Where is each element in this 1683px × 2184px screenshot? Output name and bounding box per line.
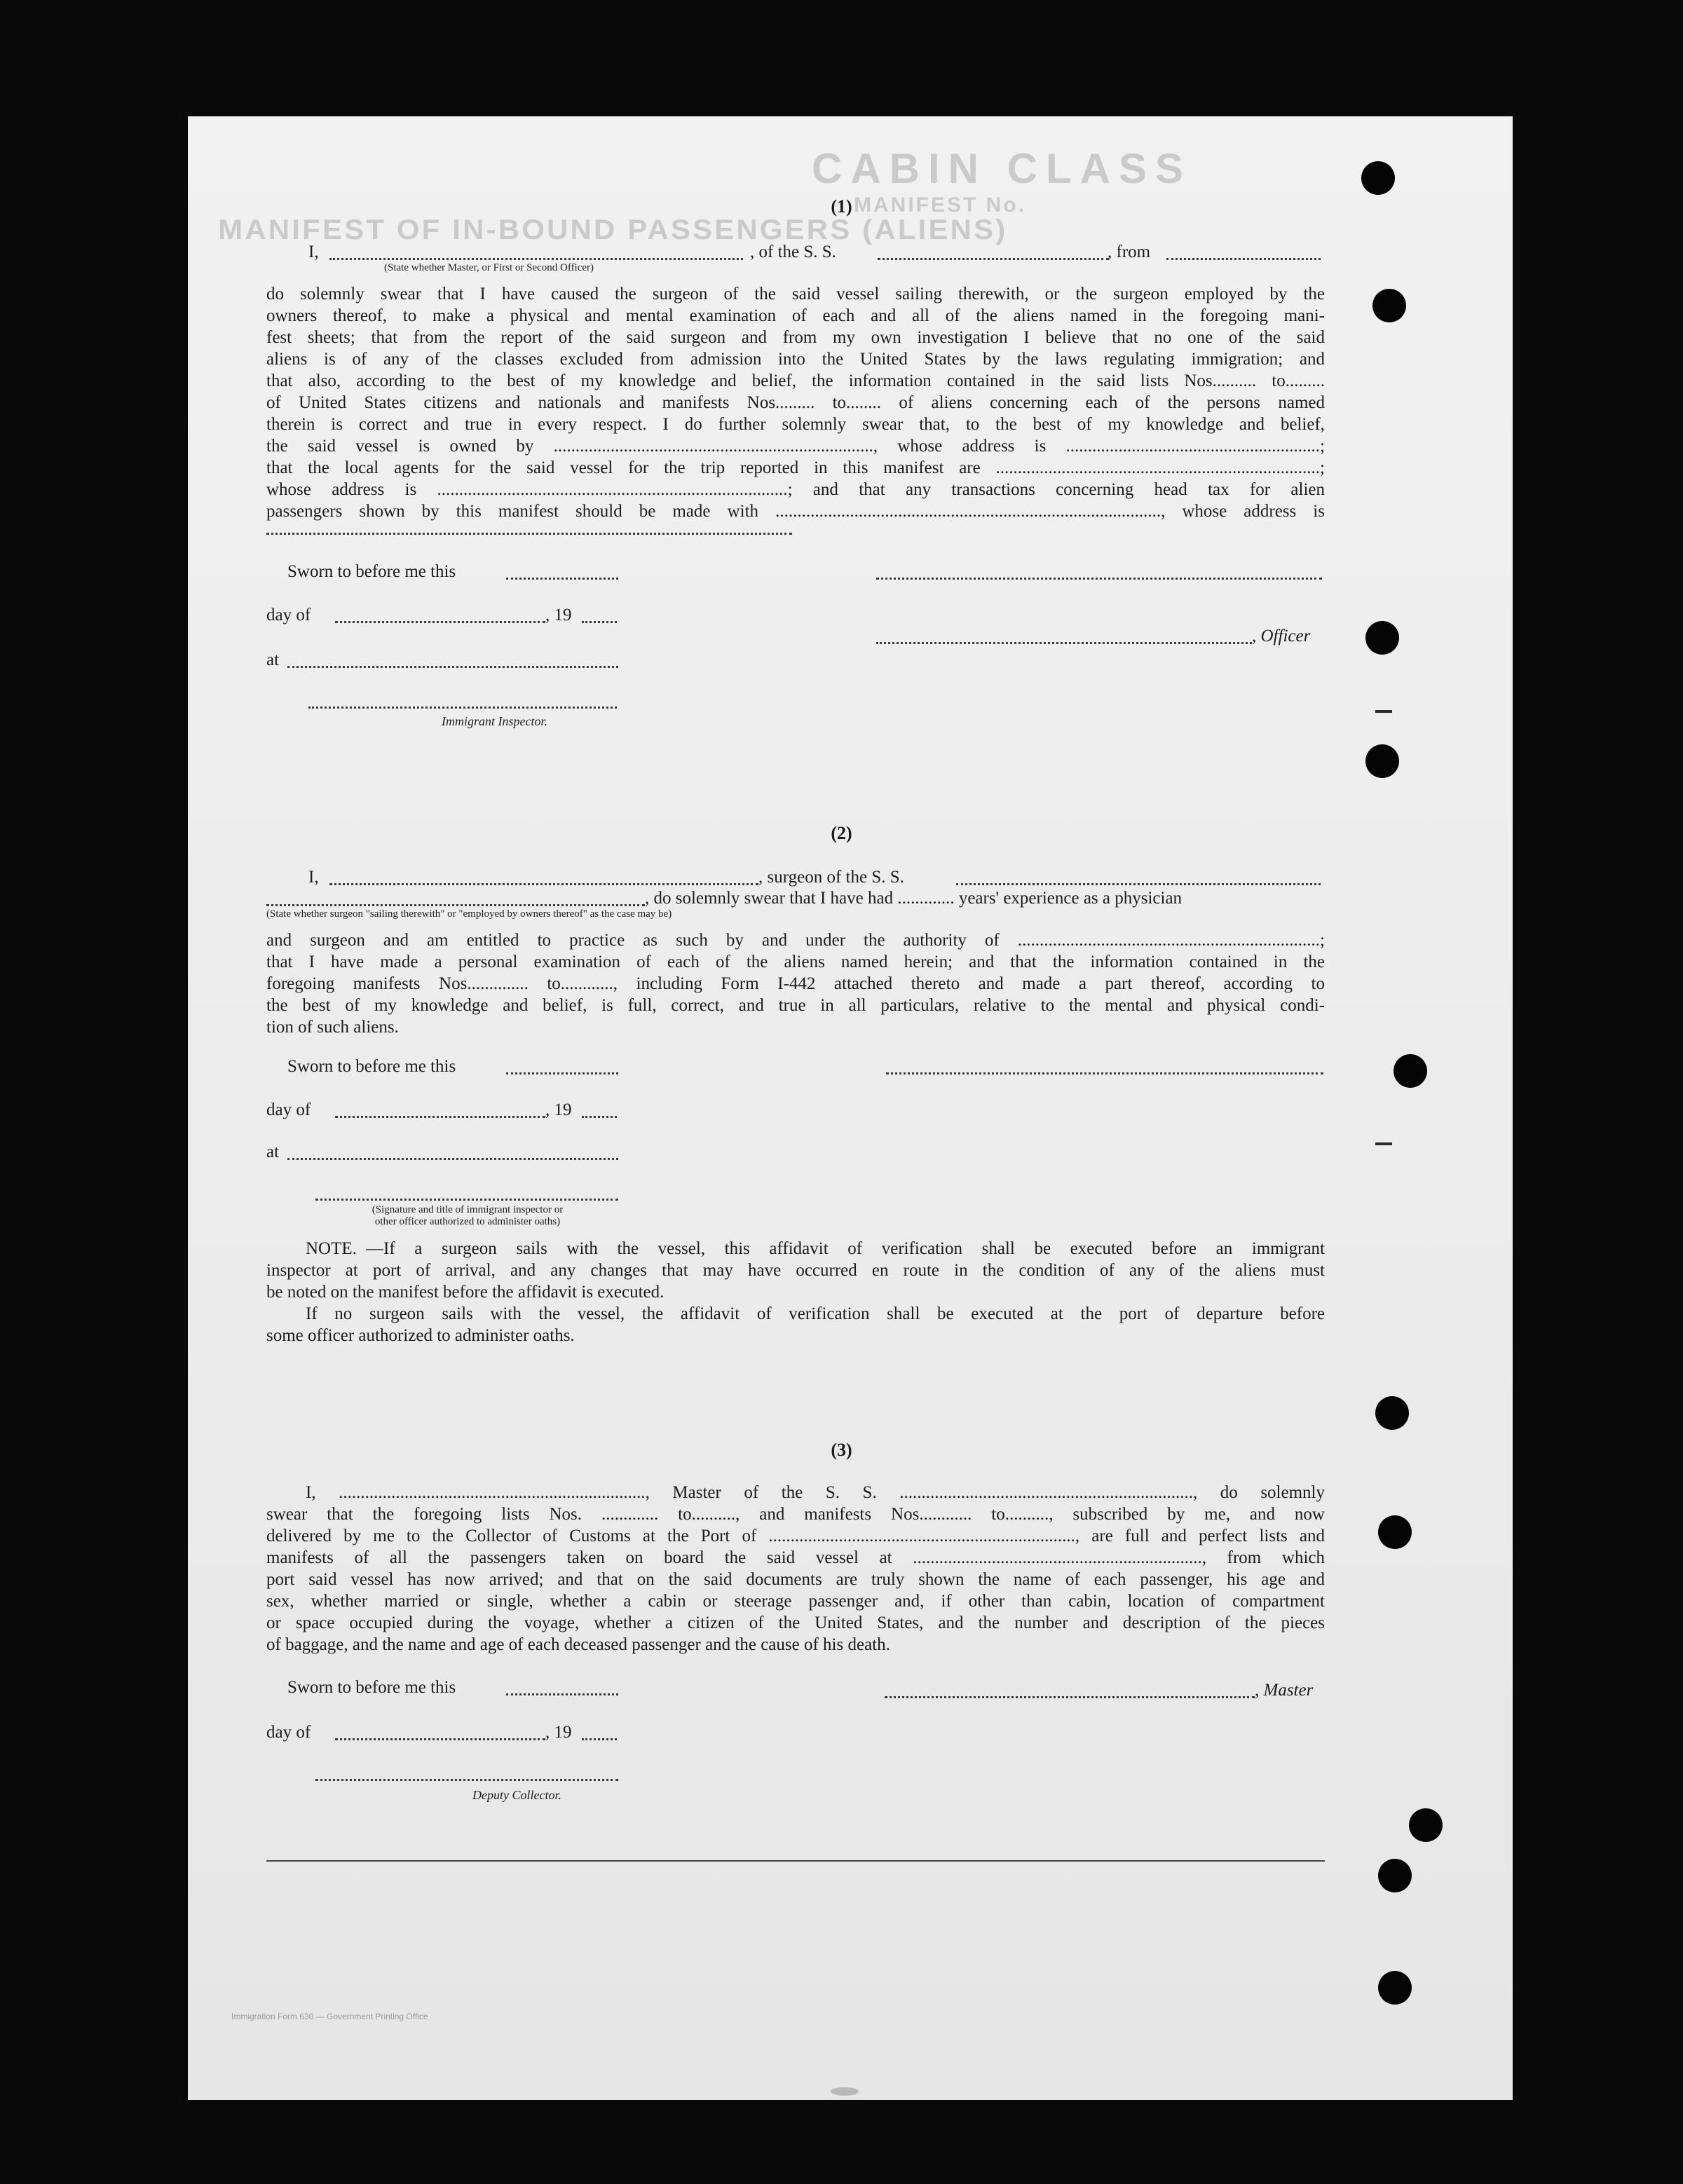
s1-from: , from [1108,243,1151,261]
s1-year: , 19 [545,606,572,625]
s2-note2-line-last: some officer authorized to administer oaths. [266,1326,575,1345]
punch-hole [1365,744,1399,778]
s2-signature-note-2: other officer authorized to administer oaths) [374,1216,561,1227]
punch-hole [1394,1054,1427,1088]
s3-year: , 19 [545,1723,572,1742]
s3-first-line: I, ......................................................................, Master of the S. S. ..................................................................., do solemnly [306,1483,1325,1502]
s2-at-blank[interactable] [287,1158,618,1160]
bleed-through-title: CABIN CLASS [812,145,1192,192]
punch-hole [1361,161,1395,195]
s1-vessel-blank[interactable] [878,258,1109,260]
s2-year-blank[interactable] [582,1116,617,1118]
s2-para-line: foregoing manifests Nos.............. to............, including Form I-442 attached thereto and made a part thereof, according to [266,974,1325,993]
s1-sworn-blank[interactable] [506,578,618,580]
punch-hole [1409,1808,1443,1842]
punch-hole [1375,1396,1409,1430]
s1-inspector-blank[interactable] [308,707,617,709]
s2-note-label: NOTE. [306,1239,357,1258]
s1-officer-sign-blank[interactable] [876,642,1252,644]
s2-signature-blank[interactable] [886,1072,1323,1074]
s3-para-line: manifests of all the passengers taken on board the said vessel at .................................................................., from which [266,1548,1325,1567]
s2-note2-line: If no surgeon sails with the vessel, the affidavit of verification shall be executed at the port of departure before [306,1304,1325,1323]
punch-hole [1378,1859,1412,1892]
s2-at: at [266,1142,280,1161]
s2-para-line: and surgeon and am entitled to practice as such by and under the authority of .....................................................................; [266,931,1325,950]
s1-officer-note: (State whether Master, or First or Second Officer) [384,262,594,273]
s1-inspector-label: Immigrant Inspector. [442,714,547,728]
s3-year-blank[interactable] [582,1738,617,1740]
s3-para-line: swear that the foregoing lists Nos. ............. to.........., and manifests Nos............ to.........., subscribed by me, and now [266,1505,1325,1524]
section-1-number: (1) [831,196,852,217]
s2-i: I, [308,868,319,887]
s1-para-line: of United States citizens and nationals and manifests Nos......... to........ of aliens concerning each of the persons named [266,393,1325,412]
s3-collector-label: Deputy Collector. [472,1788,561,1802]
s3-sworn-blank[interactable] [506,1693,618,1695]
s1-para-line: passengers shown by this manifest should be made with ........................................................................................, whose address is [266,502,1325,521]
s1-i: I, [308,243,319,261]
s2-surgeon-name-blank[interactable] [329,883,758,885]
s2-day-blank[interactable] [335,1116,545,1118]
s2-vessel-blank[interactable] [956,883,1321,885]
s2-status-blank[interactable] [266,904,645,906]
s2-para-line: the best of my knowledge and belief, is full, correct, and true in all particulars, relative to the mental and physical condi- [266,996,1325,1015]
s3-collector-blank[interactable] [315,1779,618,1781]
s2-inspector-blank[interactable] [315,1199,618,1201]
s3-para-last: of baggage, and the name and age of each deceased passenger and the cause of his death. [266,1635,890,1654]
s2-sworn: Sworn to before me this [287,1057,456,1076]
s3-para-line: delivered by me to the Collector of Customs at the Port of ......................................................................, are full and perfect lists and [266,1527,1325,1545]
s1-para-line: aliens is of any of the classes excluded from admission into the United States by the laws regulating immigration; and [266,350,1325,369]
s2-para-last: tion of such aliens. [266,1018,399,1037]
s1-para-line: the said vessel is owned by ........................................................................., whose address is ..........................................................; [266,437,1325,456]
section-3-number: (3) [831,1440,852,1460]
s2-note-line-last: be noted on the manifest before the affidavit is executed. [266,1283,665,1302]
s1-para-line: owners thereof, to make a physical and mental examination of each and all of the aliens named in the foregoing mani- [266,306,1325,325]
punch-hole [1378,1971,1412,2005]
punch-hole [1365,621,1399,655]
s3-sworn: Sworn to before me this [287,1678,456,1697]
s1-year-blank[interactable] [582,621,617,623]
scan-smudge [831,2087,859,2096]
s1-officer-blank[interactable] [329,258,743,260]
s1-para-line: that the local agents for the said vessel for the trip reported in this manifest are ..........................................................................; [266,458,1325,477]
s1-of-the-ss: , of the S. S. [750,243,836,261]
s3-day-blank[interactable] [335,1738,545,1740]
s2-surgeon-of: , surgeon of the S. S. [758,868,904,887]
section-2-number: (2) [831,823,852,843]
margin-tick [1375,710,1392,713]
s1-port-blank[interactable] [1166,258,1321,260]
printer-imprint: Immigration Form 630 — Government Printing Office [231,2012,428,2021]
s1-para-line: fest sheets; that from the report of the said surgeon and from my own investigation I believe that no one of the said [266,328,1325,347]
bleed-through-heading: MANIFEST OF IN-BOUND PASSENGERS (ALIENS) [218,214,1008,245]
s1-day-of: day of [266,606,311,625]
s2-para-line: that I have made a personal examination of each of the aliens named herein; and that the information contained in the [266,953,1325,971]
bottom-rule [266,1860,1325,1862]
s1-officer-label: , Officer [1252,627,1311,646]
s2-note-line: inspector at port of arrival, and any changes that may have occurred en route in the condition of any of the aliens must [266,1261,1325,1280]
s2-surgeon-note: (State whether surgeon "sailing therewith" or "employed by owners thereof" as the case may be) [266,908,672,920]
s2-day-of: day of [266,1100,311,1119]
s3-day-of: day of [266,1723,311,1742]
s2-note-line: —If a surgeon sails with the vessel, this affidavit of verification shall be executed before an immigrant [366,1239,1325,1258]
s1-para-line: that also, according to the best of my knowledge and belief, the information contained in the said lists Nos.......... to......... [266,371,1325,390]
bleed-through-manifest-no: MANIFEST No. [854,193,1026,217]
s1-at: at [266,650,280,669]
punch-hole [1372,289,1406,322]
s2-swear-line: , do solemnly swear that I have had ............. years' experience as a physician [645,889,1183,908]
s1-signature-blank[interactable] [876,578,1322,580]
s3-para-line: sex, whether married or single, whether a cabin or steerage passenger and, if other than cabin, location of compartment [266,1592,1325,1611]
s1-at-blank[interactable] [287,666,618,668]
s2-year: , 19 [545,1100,572,1119]
s1-day-blank[interactable] [335,621,545,623]
punch-hole [1378,1515,1412,1549]
s2-signature-note-1: (Signature and title of immigrant inspector or [372,1204,564,1215]
s3-para-line: port said vessel has now arrived; and that on the said documents are truly shown the name of each passenger, his age and [266,1570,1325,1589]
margin-tick [1375,1142,1392,1145]
s1-para-line: therein is correct and true in every respect. I do further solemnly swear that, to the best of my knowledge and belief, [266,415,1325,434]
s1-address-blank[interactable] [266,533,792,535]
s1-para-line: whose address is ................................................................................; and that any transactions concerning head tax for alien [266,480,1325,499]
s2-sworn-blank[interactable] [506,1072,618,1074]
s3-master-blank[interactable] [885,1696,1255,1698]
s3-master-label: , Master [1255,1681,1314,1700]
s1-sworn: Sworn to before me this [287,562,456,581]
s1-para-line: do solemnly swear that I have caused the surgeon of the said vessel sailing therewith, or the surgeon employed by the [266,285,1325,303]
s3-para-line: or space occupied during the voyage, whether a citizen of the United States, and the number and description of the pieces [266,1613,1325,1632]
